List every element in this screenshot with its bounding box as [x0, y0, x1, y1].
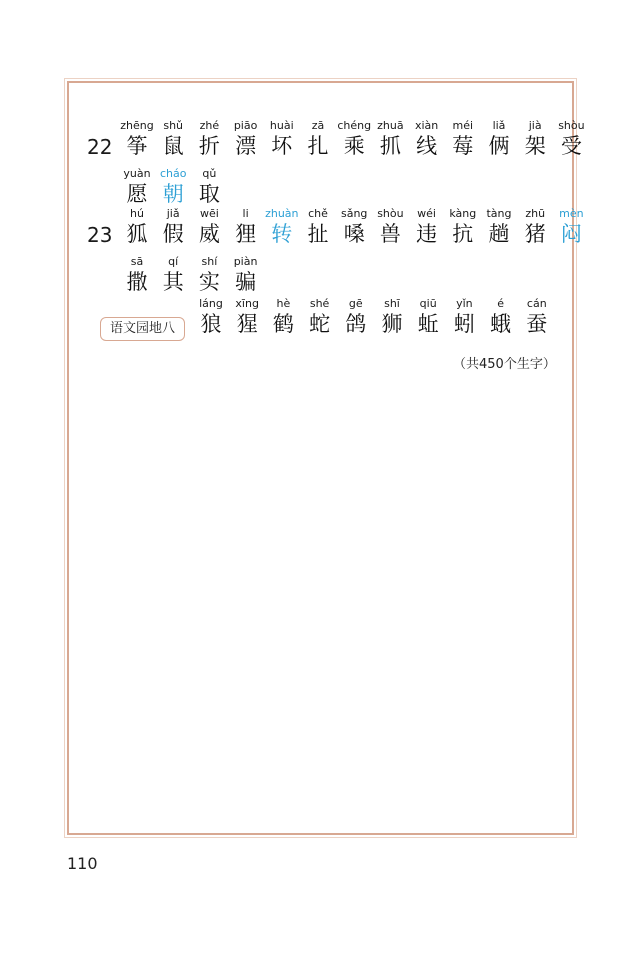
hanzi: 抗: [452, 222, 474, 246]
pinyin: wéi: [417, 207, 436, 220]
pinyin: chě: [308, 207, 328, 220]
hanzi: 蚓: [453, 312, 475, 336]
hanzi: 趟: [488, 222, 510, 246]
hanzi: 狼: [200, 312, 222, 336]
hanzi: 鹤: [272, 312, 294, 336]
hanzi: 撒: [126, 270, 148, 294]
hanzi: 蚯: [417, 312, 439, 336]
hanzi: 愿: [126, 182, 148, 206]
hanzi: 转: [271, 222, 293, 246]
page-frame: [67, 81, 585, 835]
pinyin: zā: [311, 119, 325, 132]
hanzi: 坏: [271, 134, 293, 158]
hanzi: 骗: [235, 270, 257, 294]
hanzi: 折: [198, 134, 220, 158]
pinyin: jiǎ: [166, 207, 180, 220]
hanzi: 闷: [560, 222, 582, 246]
pinyin: shī: [384, 297, 400, 310]
pinyin: méi: [452, 119, 474, 132]
pinyin: kàng: [449, 207, 477, 220]
pinyin: sā: [130, 255, 144, 268]
pinyin: shòu: [377, 207, 404, 220]
pinyin: gē: [348, 297, 363, 310]
hanzi: 兽: [379, 222, 401, 246]
hanzi: 扯: [307, 222, 329, 246]
pinyin: xiàn: [414, 119, 439, 132]
hanzi: 蛇: [309, 312, 331, 336]
pinyin: xīng: [235, 297, 259, 310]
hanzi: 俩: [488, 134, 510, 158]
hanzi: 威: [198, 222, 220, 246]
character-cell: [553, 119, 589, 159]
hanzi: 猩: [236, 312, 258, 336]
hanzi: 莓: [452, 134, 474, 158]
garden-label: 语文园地八: [100, 317, 185, 341]
hanzi: 猪: [524, 222, 546, 246]
hanzi: 架: [524, 134, 546, 158]
pinyin: yǐn: [456, 297, 473, 310]
pinyin: sǎng: [340, 207, 368, 220]
pinyin: yuàn: [123, 167, 151, 180]
pinyin: qǔ: [202, 167, 217, 180]
hanzi: 漂: [235, 134, 257, 158]
pinyin: piāo: [233, 119, 258, 132]
lesson-number: 23: [87, 223, 113, 247]
hanzi: 线: [416, 134, 438, 158]
pinyin: shí: [201, 255, 218, 268]
hanzi: 狮: [381, 312, 403, 336]
hanzi: 鸽: [345, 312, 367, 336]
pinyin: huài: [269, 119, 294, 132]
hanzi: 蛾: [490, 312, 512, 336]
pinyin: é: [497, 297, 504, 310]
total-note: （共450个生字）: [453, 357, 556, 372]
pinyin: mèn: [559, 207, 584, 220]
pinyin: jià: [528, 119, 542, 132]
hanzi: 违: [416, 222, 438, 246]
pinyin: qiū: [419, 297, 437, 310]
pinyin: shé: [309, 297, 330, 310]
hanzi: 狐: [126, 222, 148, 246]
pinyin: zhū: [525, 207, 546, 220]
hanzi: 抓: [379, 134, 401, 158]
page-number: 110: [67, 854, 98, 873]
pinyin: liǎ: [492, 119, 506, 132]
character-cell: [191, 167, 227, 207]
lesson-number: 22: [87, 135, 113, 159]
hanzi: 筝: [126, 134, 148, 158]
pinyin: láng: [199, 297, 223, 310]
character-cell: [519, 297, 555, 337]
hanzi: 嗓: [343, 222, 365, 246]
pinyin: li: [242, 207, 249, 220]
pinyin: shǔ: [163, 119, 184, 132]
pinyin: zhēng: [120, 119, 154, 132]
pinyin: hè: [276, 297, 291, 310]
hanzi: 受: [560, 134, 582, 158]
character-cell: [228, 255, 264, 295]
hanzi: 乘: [343, 134, 365, 158]
hanzi: 取: [198, 182, 220, 206]
pinyin: zhuā: [377, 119, 404, 132]
pinyin: zhuàn: [265, 207, 299, 220]
pinyin: qí: [168, 255, 179, 268]
pinyin: shòu: [558, 119, 585, 132]
hanzi: 朝: [162, 182, 184, 206]
pinyin: wēi: [199, 207, 219, 220]
character-cell: [553, 207, 589, 247]
hanzi: 其: [162, 270, 184, 294]
hanzi: 蚕: [526, 312, 548, 336]
pinyin: cháo: [159, 167, 187, 180]
pinyin: tàng: [486, 207, 512, 220]
pinyin: piàn: [233, 255, 258, 268]
pinyin: hú: [130, 207, 144, 220]
pinyin: cán: [526, 297, 547, 310]
pinyin: zhé: [199, 119, 220, 132]
pinyin: chéng: [337, 119, 372, 132]
hanzi: 鼠: [162, 134, 184, 158]
hanzi: 扎: [307, 134, 329, 158]
hanzi: 假: [162, 222, 184, 246]
hanzi: 狸: [235, 222, 257, 246]
hanzi: 实: [198, 270, 220, 294]
